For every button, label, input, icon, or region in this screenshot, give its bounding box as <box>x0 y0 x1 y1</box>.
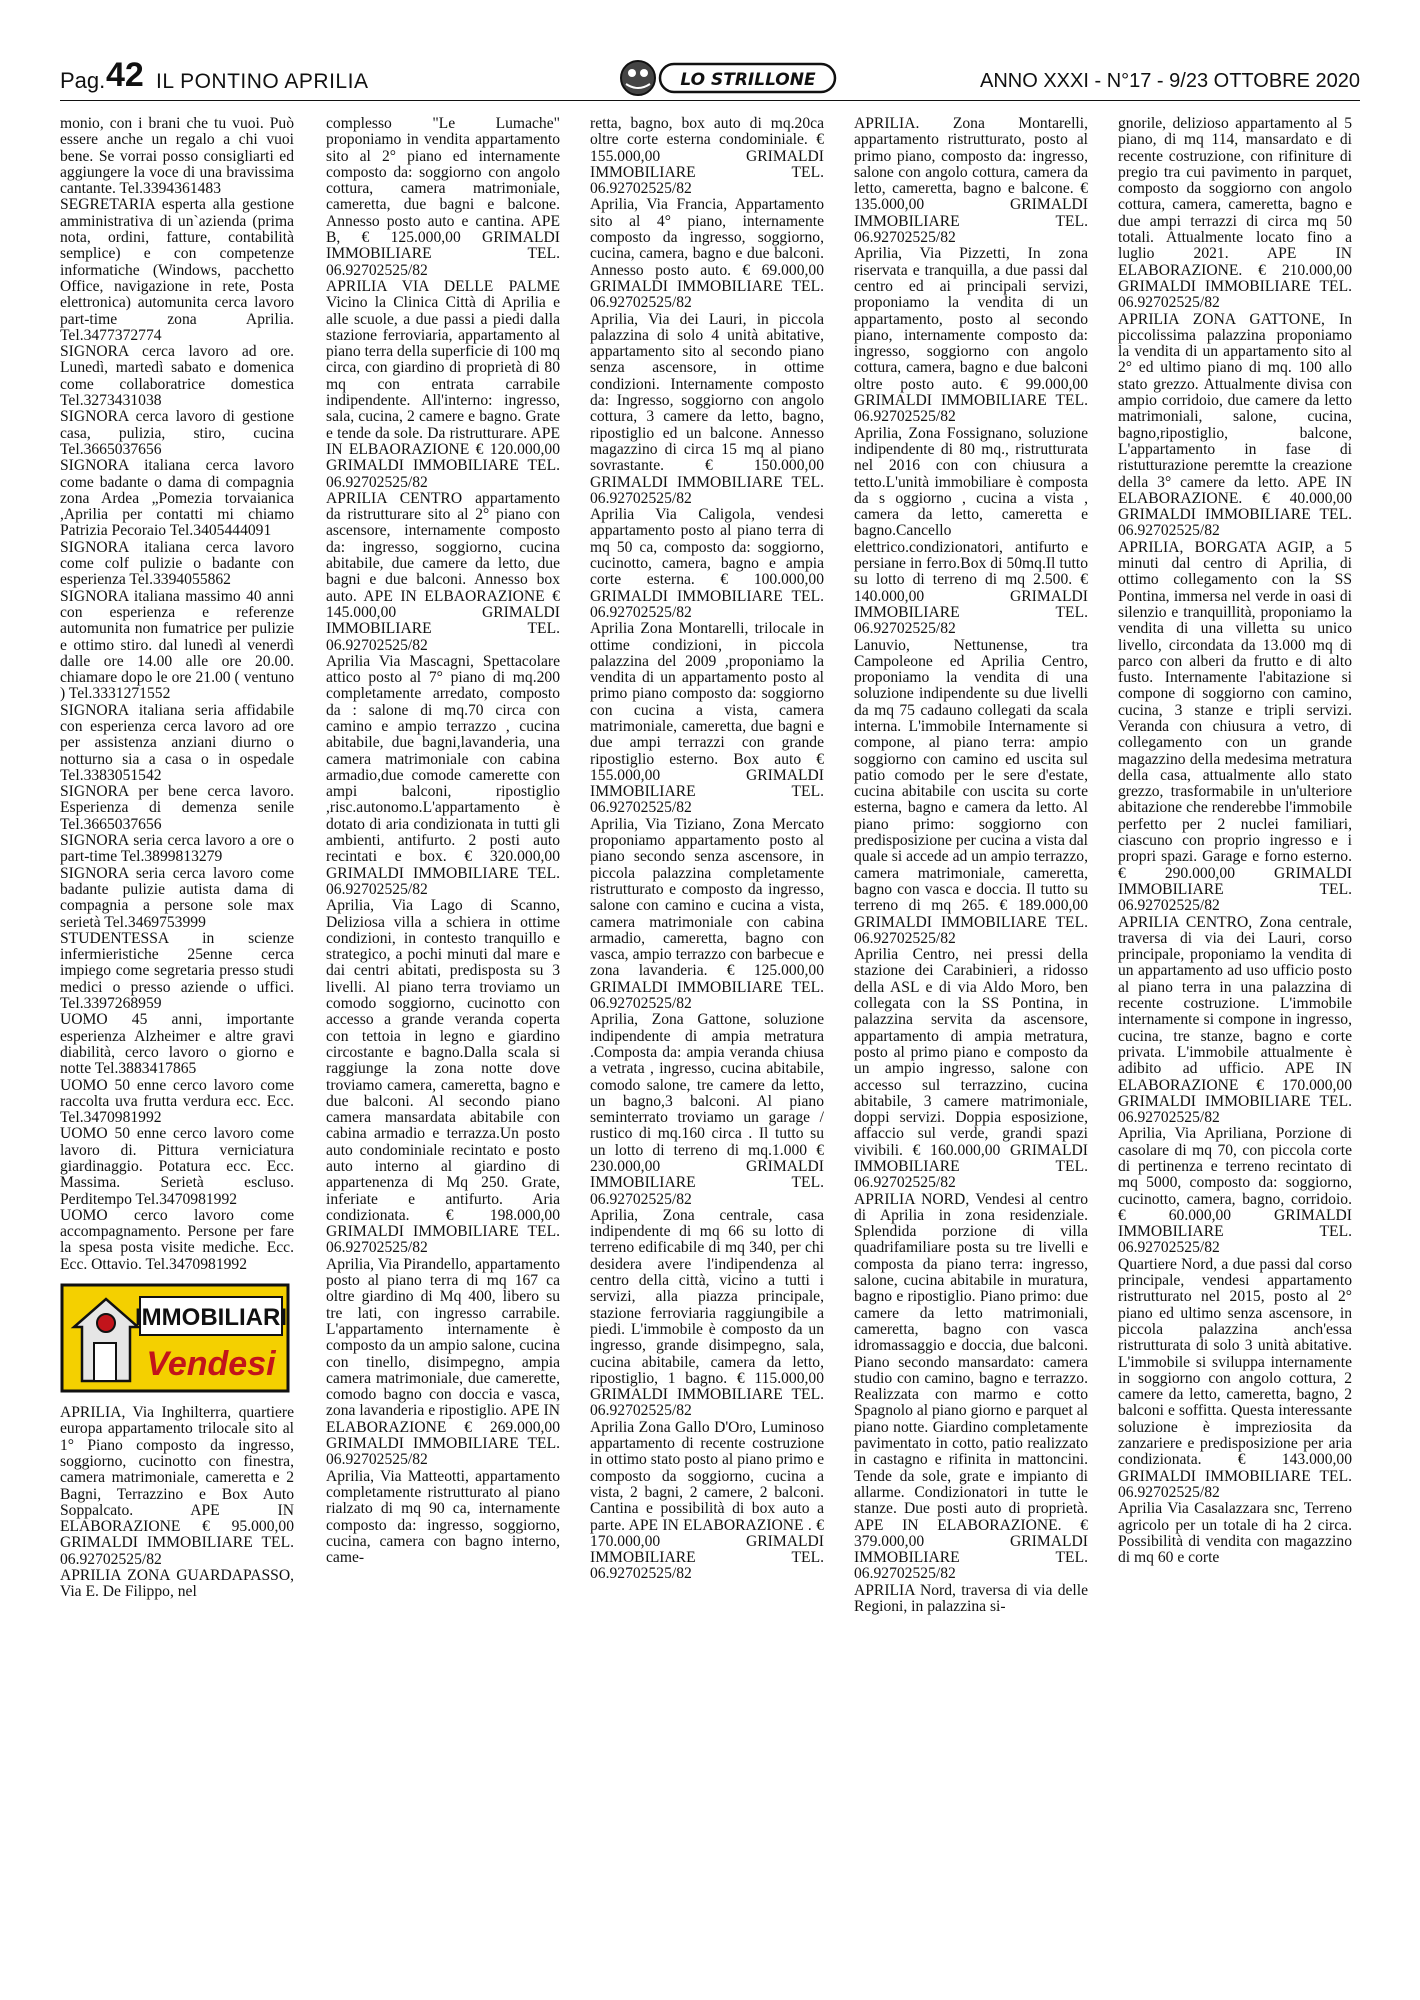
classified-ad: Aprilia, Via dei Lauri, in piccola palazzina di solo 4 unità abitative, appartamento sito al secondo piano senza ascensore, in ottime condizioni. Internamente composto da: Ingresso, soggiorno con angolo cottura, 3 camere da letto, bagno, ripostiglio ed un balcone. Annesso magazzino di circa 15 mq al piano sovrastante. € 150.000,00 GRIMALDI IMMOBILIARE TEL. 06.92702525/82 <box>590 310 824 507</box>
classified-ad: Aprilia, Via Matteotti, appartamento completamente ristrutturato al piano rialzato di mq 90 ca, internamente composto da: ingresso, soggiorno, cucina, camera con bagno interno, came- <box>326 1467 560 1567</box>
page-header <box>60 56 1360 101</box>
classified-ad: Aprilia Zona Gallo D'Oro, Luminoso appartamento di recente costruzione in ottimo stato posto al piano primo e composto da soggiorno, cucina a vista, 2 bagni, 2 camere, 2 balconi. Cantina e possibilità di box auto a parte. APE IN ELABORAZIONE . € 170.000,00 GRIMALDI IMMOBILIARE TEL. 06.92702525/82 <box>590 1418 824 1583</box>
classified-ad: UOMO cerco lavoro come accompagnamento. Persone per fare la spesa posta visite mediche. Ecc. Ecc. Ottavio. Tel.3470981992 <box>60 1206 294 1273</box>
column-1-ads <box>60 116 294 1273</box>
classified-ad: Aprilia Via Caligola, vendesi appartamento posto al piano terra di mq 50 ca, composto da: soggiorno, cucinotto, camera, bagno e ampia corte esterna. € 100.000,00 GRIMALDI IMMOBILIARE TEL. 06.92702525/82 <box>590 506 824 621</box>
classified-ad: SEGRETARIA esperta alla gestione amministrativa di un`azienda (prima nota, ordini, fatture, contabilità semplice) e con competenze informatiche (Windows, pacchetto Office, navigazione in rete, Posta elettronica) automunita cerca lavoro part-time zona Aprilia. Tel.3477372774 <box>60 196 294 344</box>
column-1-ads-after-banner <box>60 1405 294 1601</box>
classified-ad: APRILIA, BORGATA AGIP, a 5 minuti dal centro di Aprilia, di ottimo collegamento con la SS Pontina, immersa nel verde in oasi di silenzio e tranquillità, proponiamo la vendita di una villetta su unico livello, circondata da 13.000 mq di parco con alberi da frutto e di alto fusto. Internamente l'abitazione si compone di soggiorno con camino, cucina, 3 stanze e tripli servizi. Veranda con chiusura a vetro, di collegamento con un grande magazzino della medesima metratura della casa, attualmente allo stato grezzo, trasformabile in un'ulteriore abitazione che renderebbe l'immobile perfetto per 2 nuclei familiari, ciascuno con proprio ingresso e i propri spazi. Garage e forno esterno. € 290.000,00 GRIMALDI IMMOBILIARE TEL. 06.92702525/82 <box>1118 538 1352 915</box>
classified-ad: UOMO 45 anni, importante esperienza Alzheimer e altre gravi diabilità, cerco lavoro o giorno e notte Tel.3883417865 <box>60 1011 294 1078</box>
lo-strillone-logo <box>600 58 840 98</box>
column-2 <box>326 116 560 1566</box>
classified-ad: SIGNORA seria cerca lavoro come badante pulizie autista dama di compagnia a persone sole max serietà Tel.3469753999 <box>60 864 294 931</box>
classified-ad: Aprilia Via Mascagni, Spettacolare attico posto al 7° piano di mq.200 completamente arredato, composto da : salone di mq.70 circa con camino e ampio terrazzo , cucina abitabile, due bagni,lavanderia, una camera matrimoniale con cabina armadio,due comode camerette con ampi balconi, ripostiglio ,risc.autonomo.L'appartamento è dotato di aria condizionata in tutti gli ambienti, antifurto. 2 posti auto recintati e box. € 320.000,00 GRIMALDI IMMOBILIARE TEL. 06.92702525/82 <box>326 652 560 898</box>
classified-ad: Aprilia Centro, nei pressi della stazione dei Carabinieri, a ridosso della ASL e di via Aldo Moro, ben collegata con la SS Pontina, in palazzina servita da ascensore, appartamento di ampia metratura, posto al primo piano e composto da un ampio ingresso, salone con accesso sul terrazzino, cucina abitabile, 3 camere matrimoniale, doppi servizi. Doppia esposizione, affaccio sul verde, grandi spazi vivibili. € 160.000,00 GRIMALDI IMMOBILIARE TEL. 06.92702525/82 <box>854 946 1088 1192</box>
classified-ad: Lanuvio, Nettunense, tra Campoleone ed Aprilia Centro, proponiamo la vendita di una soluzione indipendente su due livelli da mq 75 cadauno collegati da scala interna. L'immobile Internamente si compone, al piano terra: ampio soggiorno con camino ed uscita sul patio comodo per le sere d'estate, cucina abitabile con uscita su corte esterna, bagno e camera da letto. Al piano primo: soggiorno con predisposizione per cucina a vista dal quale si accede ad un ampio terrazzo, camera matrimoniale, cameretta, bagno con vasca e doccia. Il tutto su terreno di mq 265. € 189.000,00 GRIMALDI IMMOBILIARE TEL. 06.92702525/82 <box>854 636 1088 947</box>
classified-ad: APRILIA NORD, Vendesi al centro di Aprilia in zona residenziale. Splendida porzione di villa quadrifamiliare posta su tre livelli e composta da piano terra: ingresso, salone, cucina abitabile in muratura, bagno e ripostiglio. Piano primo: due camere da letto matrimoniali, cameretta, bagno con vasca idromassaggio e doccia, due balconi. Piano secondo mansardato: camera studio con camino, bagno e terrazzo. Realizzata con marmo e cotto Spagnolo al piano giorno e parquet al piano notte. Giardino completamente pavimentato in cotto, patio realizzato in castagno e rifinita in mattoncini. Tende da sole, grate e impianto di allarme. Condizionatori in tutte le stanze. Due posti auto di proprietà. APE IN ELABORAZIONE. € 379.000,00 GRIMALDI IMMOBILIARE TEL. 06.92702525/82 <box>854 1190 1088 1583</box>
classified-ad: SIGNORA italiana massimo 40 anni con esperienza e referenze automunita non fumatrice per pulizie e ottimo stiro. dal lunedì al venerdì dalle ore 14.00 alle ore 20.00. chiamare dopo le ore 21.00 ( ventuno ) Tel.3331271552 <box>60 587 294 703</box>
classified-ad: Aprilia Zona Montarelli, trilocale in ottime condizioni, in piccola palazzina del 2009 ,proponiamo la vendita di un appartamento posto al primo piano composto da: soggiorno con cucina a vista, camera matrimoniale, cameretta, due bagni e due ampi terrazzi con grande ripostiglio esterno. Box auto € 155.000,00 GRIMALDI IMMOBILIARE TEL. 06.92702525/82 <box>590 620 824 817</box>
classified-ad: SIGNORA per bene cerca lavoro. Esperienza di demenza senile Tel.3665037656 <box>60 783 294 833</box>
classified-ad: Aprilia, Via Francia, Appartamento sito al 4° piano, internamente composto da ingresso, soggiorno, cucina, camera, bagno e due balconi. Annesso posto auto. € 69.000,00 GRIMALDI IMMOBILIARE TEL. 06.92702525/82 <box>590 196 824 312</box>
logo-text: LO STRILLONE <box>680 70 816 90</box>
classified-ad: APRILIA CENTRO appartamento da ristrutturare sito al 2° piano con ascensore, internamente composto da: ingresso, soggiorno, cucina abitabile, due camere da letto, due bagni e due balconi. Annesso box auto. APE IN ELBAORAZIONE € 145.000,00 GRIMALDI IMMOBILIARE TEL. 06.92702525/82 <box>326 489 560 654</box>
classified-ad: APRILIA Nord, traversa di via delle Regioni, in palazzina si- <box>854 1581 1088 1616</box>
issue-info: ANNO XXXI - N°17 - 9/23 OTTOBRE 2020 <box>980 70 1360 92</box>
classified-ad: Aprilia Via Casalazzara snc, Terreno agricolo per un totale di ha 2 circa. Possibilità di vendita con magazzino di mq 60 e corte <box>1118 1500 1352 1567</box>
classified-ad: retta, bagno, box auto di mq.20ca oltre corte esterna condominiale. € 155.000,00 GRIMALDI IMMOBILIARE TEL. 06.92702525/82 <box>590 115 824 198</box>
classified-ad: complesso "Le Lumache" proponiamo in vendita appartamento sito al 2° piano ed internamente composto da: soggiorno con angolo cottura, camera matrimoniale, cameretta, due bagni e balcone. Annesso posto auto e cantina. APE B, € 125.000,00 GRIMALDI IMMOBILIARE TEL. 06.92702525/82 <box>326 115 560 279</box>
classified-ad: gnorile, delizioso appartamento al 5 piano, di mq 114, mansardato e di recente costruzione, con rifiniture di pregio tra cui pavimento in parquet, composto da soggiorno con angolo cottura, camera, cameretta, bagno e due ampi terrazzi di circa mq 50 totali. Attualmente locato fino a luglio 2021. APE IN ELABORAZIONE. € 210.000,00 GRIMALDI IMMOBILIARE TEL. 06.92702525/82 <box>1118 115 1352 312</box>
classified-ad: APRILIA, Via Inghilterra, quartiere europa appartamento trilocale sito al 1° Piano composto da ingresso, soggiorno, cucinotto con finestra, camera matrimoniale, cameretta e 2 Bagni, Terrazzino e Box Auto Soppalcato. APE IN ELABORAZIONE € 95.000,00 GRIMALDI IMMOBILIARE TEL. 06.92702525/82 <box>60 1404 294 1568</box>
classified-ad: APRILIA. Zona Montarelli, appartamento ristrutturato, posto al primo piano, composto da: ingresso, salone con angolo cottura, camera da letto, cameretta, bagno e balcone. € 135.000,00 GRIMALDI IMMOBILIARE TEL. 06.92702525/82 <box>854 115 1088 247</box>
classified-ad: SIGNORA cerca lavoro ad ore. Lunedì, martedì sabato e domenica come collaboratrice domestica Tel.3273431038 <box>60 343 294 410</box>
classified-ad: STUDENTESSA in scienze infermieristiche 25enne cerca impiego come segretaria presso studi medici o presso aziende o uffici. Tel.3397268959 <box>60 929 294 1013</box>
classified-ad: Aprilia, Zona Gattone, soluzione indipendente di ampia metratura .Composta da: ampia veranda chiusa a vetrata , ingresso, cucina abitabile, comodo salone, tre camere da letto, un bagno,3 balconi. Al piano seminterrato troviamo un garage / rustico di mq.160 circa . Il tutto su un lotto di terreno di mq.1.000 € 230.000,00 GRIMALDI IMMOBILIARE TEL. 06.92702525/82 <box>590 1011 824 1208</box>
classified-ad: SIGNORA cerca lavoro di gestione casa, pulizia, stiro, cucina Tel.3665037656 <box>60 408 294 458</box>
banner-graphic <box>60 1283 290 1393</box>
classified-ad: APRILIA ZONA GATTONE, In piccolissima palazzina proponiamo la vendita di un appartamento sito al 2° ed ultimo piano di mq. 100 allo stato grezzo. Attualmente divisa con ampio corridoio, due camere da letto matrimoniali, salone, cucina, bagno,ripostiglio, balcone, L'appartamento in fase di ristutturazione peremtte la creazione della 3° camere da letto. APE IN ELABORAZIONE. € 40.000,00 GRIMALDI IMMOBILIARE TEL. 06.92702525/82 <box>1118 310 1352 540</box>
classified-ad: Aprilia, Via Tiziano, Zona Mercato proponiamo appartamento posto al piano secondo senza ascensore, in piccola palazzina completamente ristrutturato e composto da ingresso, salone con camino e cucina a vista, camera matrimoniale con cabina armadio, cameretta, bagno con vasca, ampio terrazzo con barbecue e zona lavanderia. € 125.000,00 GRIMALDI IMMOBILIARE TEL. 06.92702525/82 <box>590 815 824 1013</box>
classified-ad: Aprilia, Via Pirandello, appartamento posto al piano terra di mq 167 ca oltre giardino di Mq 400, libero su tre lati, con ingresso carrabile. L'appartamento internamente è composto da un ampio salone, cucina con tinello, disimpegno, ampia camera matrimoniale, due camerette, comodo bagno con doccia e vasca, zona lavanderia e ripostiglio. APE IN ELABORAZIONE € 269.000,00 GRIMALDI IMMOBILIARE TEL. 06.92702525/82 <box>326 1255 560 1469</box>
classified-ad: Aprilia, Via Pizzetti, In zona riservata e tranquilla, a due passi dal centro ed ai principali servizi, proponiamo la vendita di un appartamento, posto al secondo piano, internamente composto da: ingresso, soggiorno con angolo cottura, camera, bagno e due balconi oltre posto auto. € 99.000,00 GRIMALDI IMMOBILIARE TEL. 06.92702525/82 <box>854 245 1088 426</box>
classified-ad: SIGNORA seria cerca lavoro a ore o part-time Tel.3899813279 <box>60 832 294 866</box>
classified-ad: Aprilia, Zona centrale, casa indipendente di mq 66 su lotto di terreno edificabile di mq 340, per chi desidera avere l'indipendenza al centro della città, vicino a tutti i servizi, alla piazza principale, stazione ferroviaria raggiungibile a piedi. L'immobile è composto da un ingresso, grande disimpegno, sala, cucina abitabile, camera da letto, ripostiglio, 1 bagno. € 115.000,00 GRIMALDI IMMOBILIARE TEL. 06.92702525/82 <box>590 1206 824 1420</box>
column-1 <box>60 116 294 1601</box>
classified-ad: SIGNORA italiana cerca lavoro come colf pulizie o badante con esperienza Tel.3394055862 <box>60 538 294 589</box>
classified-ad: APRILIA CENTRO, Zona centrale, traversa di via dei Lauri, corso principale, proponiamo la vendita di un appartamento ad uso ufficio posto al piano terra in una palazzina di recente costruzione. L'immobile internamente si compone in ingresso, cucina, tre stanze, bagno e corte privata. L'immobile attualmente è adibito ad ufficio. APE IN ELABORAZIONE € 170.000,00 GRIMALDI IMMOBILIARE TEL. 06.92702525/82 <box>1118 913 1352 1127</box>
column-3 <box>590 116 824 1583</box>
classified-ad: Aprilia, Via Lago di Scanno, Deliziosa villa a schiera in ottime condizioni, in contesto tranquillo e strategico, a pochi minuti dal mare e dai centri abitati, predisposta su 3 livelli. Al piano terra troviamo un comodo soggiorno, cucinotto con accesso a grande veranda coperta con tettoia in legno e giardino circostante e bagno.Dalla scala si raggiunge la zona notte dove troviamo camera, cameretta, bagno e due balconi. Al secondo piano camera mansardata abitabile con cabina armadio e terrazza.Un posto auto condominiale recintato e posto auto interno al giardino di appartenenza di Mq 250. Grate, inferiate e antifurto. Aria condizionata. € 198.000,00 GRIMALDI IMMOBILIARE TEL. 06.92702525/82 <box>326 897 560 1257</box>
immobiliari-vendesi-banner <box>60 1283 290 1393</box>
newspaper-name: IL PONTINO APRILIA <box>156 70 369 93</box>
classified-ad: Quartiere Nord, a due passi dal corso principale, vendesi appartamento ristrutturato nel 2015, posto al 2° piano ed ultimo senza ascensore, in piccola palazzina anch'essa ristrutturata di solo 3 unità abitative. L'immobile si sviluppa internamente in soggiorno con angolo cottura, 2 camere da letto, cameretta, bagno, 2 balconi e soffitta. Questa interessante soluzione è impreziosita da zanzariere e predisposizione per aria condizionata. € 143.000,00 GRIMALDI IMMOBILIARE TEL. 06.92702525/82 <box>1118 1255 1352 1501</box>
classified-ad: APRILIA ZONA GUARDAPASSO, Via E. De Filippo, nel <box>60 1567 294 1601</box>
page-number: 42 <box>106 56 144 94</box>
classified-ad: monio, con i brani che tu vuoi. Può essere anche un regalo a chi vuoi bene. Se vorrai posso consigliarti ed aggiungere la voce di una bravissima cantante. Tel.3394361483 <box>60 115 294 198</box>
page-label: Pag. <box>60 68 106 93</box>
column-4 <box>854 116 1088 1615</box>
classified-ad: Aprilia, Via Apriliana, Porzione di casolare di mq 70, con piccola corte di pertinenza e terreno recintato di mq 5000, composto da: soggiorno, cucinotto, camera, bagno, corridoio. € 60.000,00 GRIMALDI IMMOBILIARE TEL. 06.92702525/82 <box>1118 1125 1352 1257</box>
classified-ad: UOMO 50 enne cerco lavoro come raccolta uva frutta verdura ecc. Ecc. Tel.3470981992 <box>60 1076 294 1127</box>
classified-ad: Aprilia, Zona Fossignano, soluzione indipendente di 80 mq., ristrutturata nel 2016 con con chiusura a tetto.L'unità immobiliare è composta da s oggiorno , cucina a vista , camera da letto, cameretta e bagno.Cancello elettrico.condizionatori, antifurto e persiane in ferro.Box di 50mq.Il tutto su lotto di terreno di mq 2.500. € 140.000,00 GRIMALDI IMMOBILIARE TEL. 06.92702525/82 <box>854 424 1088 638</box>
banner-line-2: Vendesi <box>146 1345 276 1384</box>
column-5 <box>1118 116 1352 1566</box>
banner-line-1: IMMOBILIARI <box>135 1304 287 1332</box>
classified-ad: UOMO 50 enne cerco lavoro come lavoro di. Pittura verniciatura giardinaggio. Potatura ecc. Ecc. Massima. Serietà escluso. Perditempo Tel.3470981992 <box>60 1125 294 1208</box>
classified-ad: APRILIA VIA DELLE PALME Vicino la Clinica Città di Aprilia e alle scuole, a due passi a piedi dalla stazione ferroviaria, appartamento al piano terra della superficie di 100 mq circa, con giardino di proprietà di 80 mq con entrata carrabile indipendente. All'interno: ingresso, sala, cucina, 2 camere e bagno. Grate e tende da sole. Da ristrutturare. APE IN ELBAORAZIONE € 120.000,00 GRIMALDI IMMOBILIARE TEL. 06.92702525/82 <box>326 277 560 491</box>
classified-ad: SIGNORA italiana cerca lavoro come badante o dama di compagnia zona Ardea „Pomezia torvaianica ,Aprilia per contatti mi chiamo Patrizia Pecoraio Tel.3405444091 <box>60 457 294 540</box>
classified-ad: SIGNORA italiana seria affidabile con esperienza cerca lavoro ad ore per assistenza anziani diurno o notturno sia a casa o in ospedale Tel.3383051542 <box>60 701 294 784</box>
